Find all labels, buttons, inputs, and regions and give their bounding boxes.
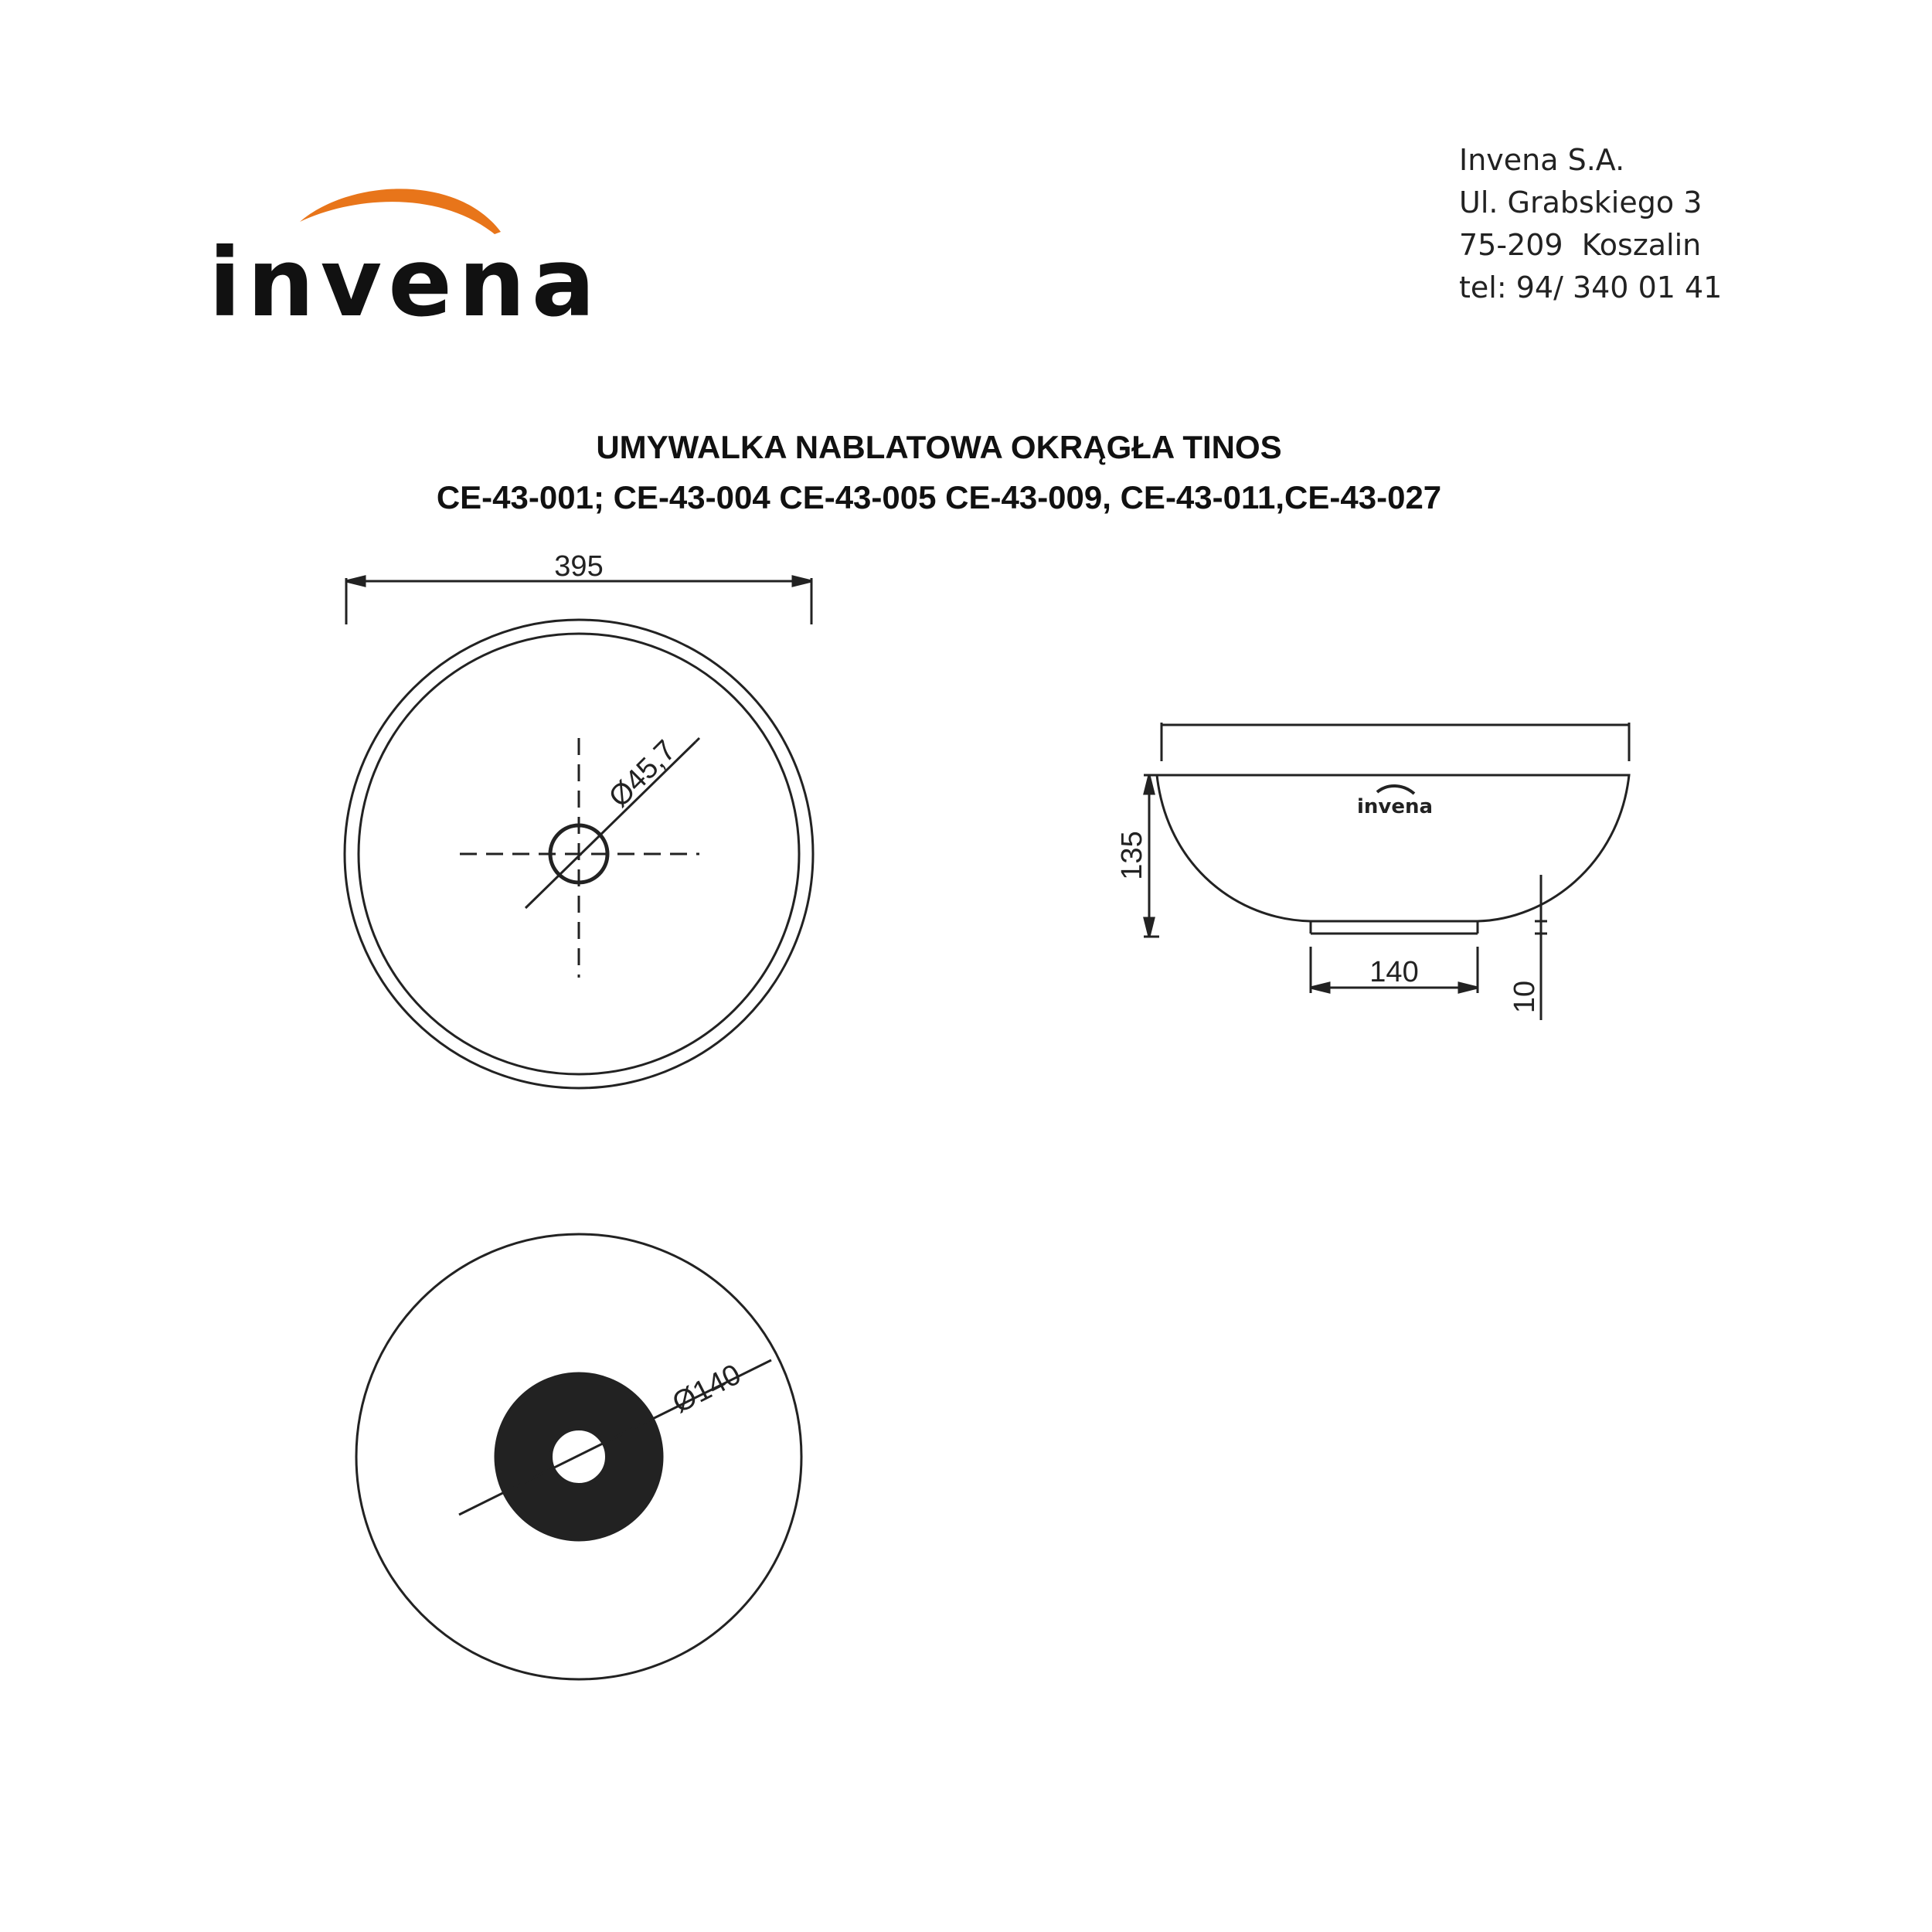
- side-view-logo: invena: [1356, 795, 1434, 818]
- dimension-base-height: 10: [1509, 980, 1541, 1014]
- address-line-street: Ul. Grabskiego 3: [1459, 185, 1702, 219]
- dimension-height: 135: [1116, 831, 1148, 880]
- logo-text: invena: [209, 228, 602, 338]
- dimension-base-width: 140: [1369, 956, 1419, 988]
- dimension-base-diameter: Ø140: [667, 1358, 747, 1420]
- product-codes: CE-43-001; CE-43-004 CE-43-005 CE-43-009, CE-43-011,CE-43-027: [436, 479, 1442, 515]
- product-title: UMYWALKA NABLATOWA OKRĄGŁA TINOS: [596, 429, 1282, 465]
- side-view-logo-arc-icon: [1377, 786, 1414, 794]
- dimension-width: 395: [554, 550, 604, 583]
- bottom-view: [356, 1234, 801, 1679]
- address-line-company: Invena S.A.: [1459, 143, 1625, 177]
- address-line-city: 75-209 Koszalin: [1459, 228, 1702, 262]
- top-view: [345, 577, 813, 1088]
- dimension-drain-hole: Ø45,7: [603, 734, 682, 814]
- address-line-phone: tel: 94/ 340 01 41: [1459, 270, 1723, 304]
